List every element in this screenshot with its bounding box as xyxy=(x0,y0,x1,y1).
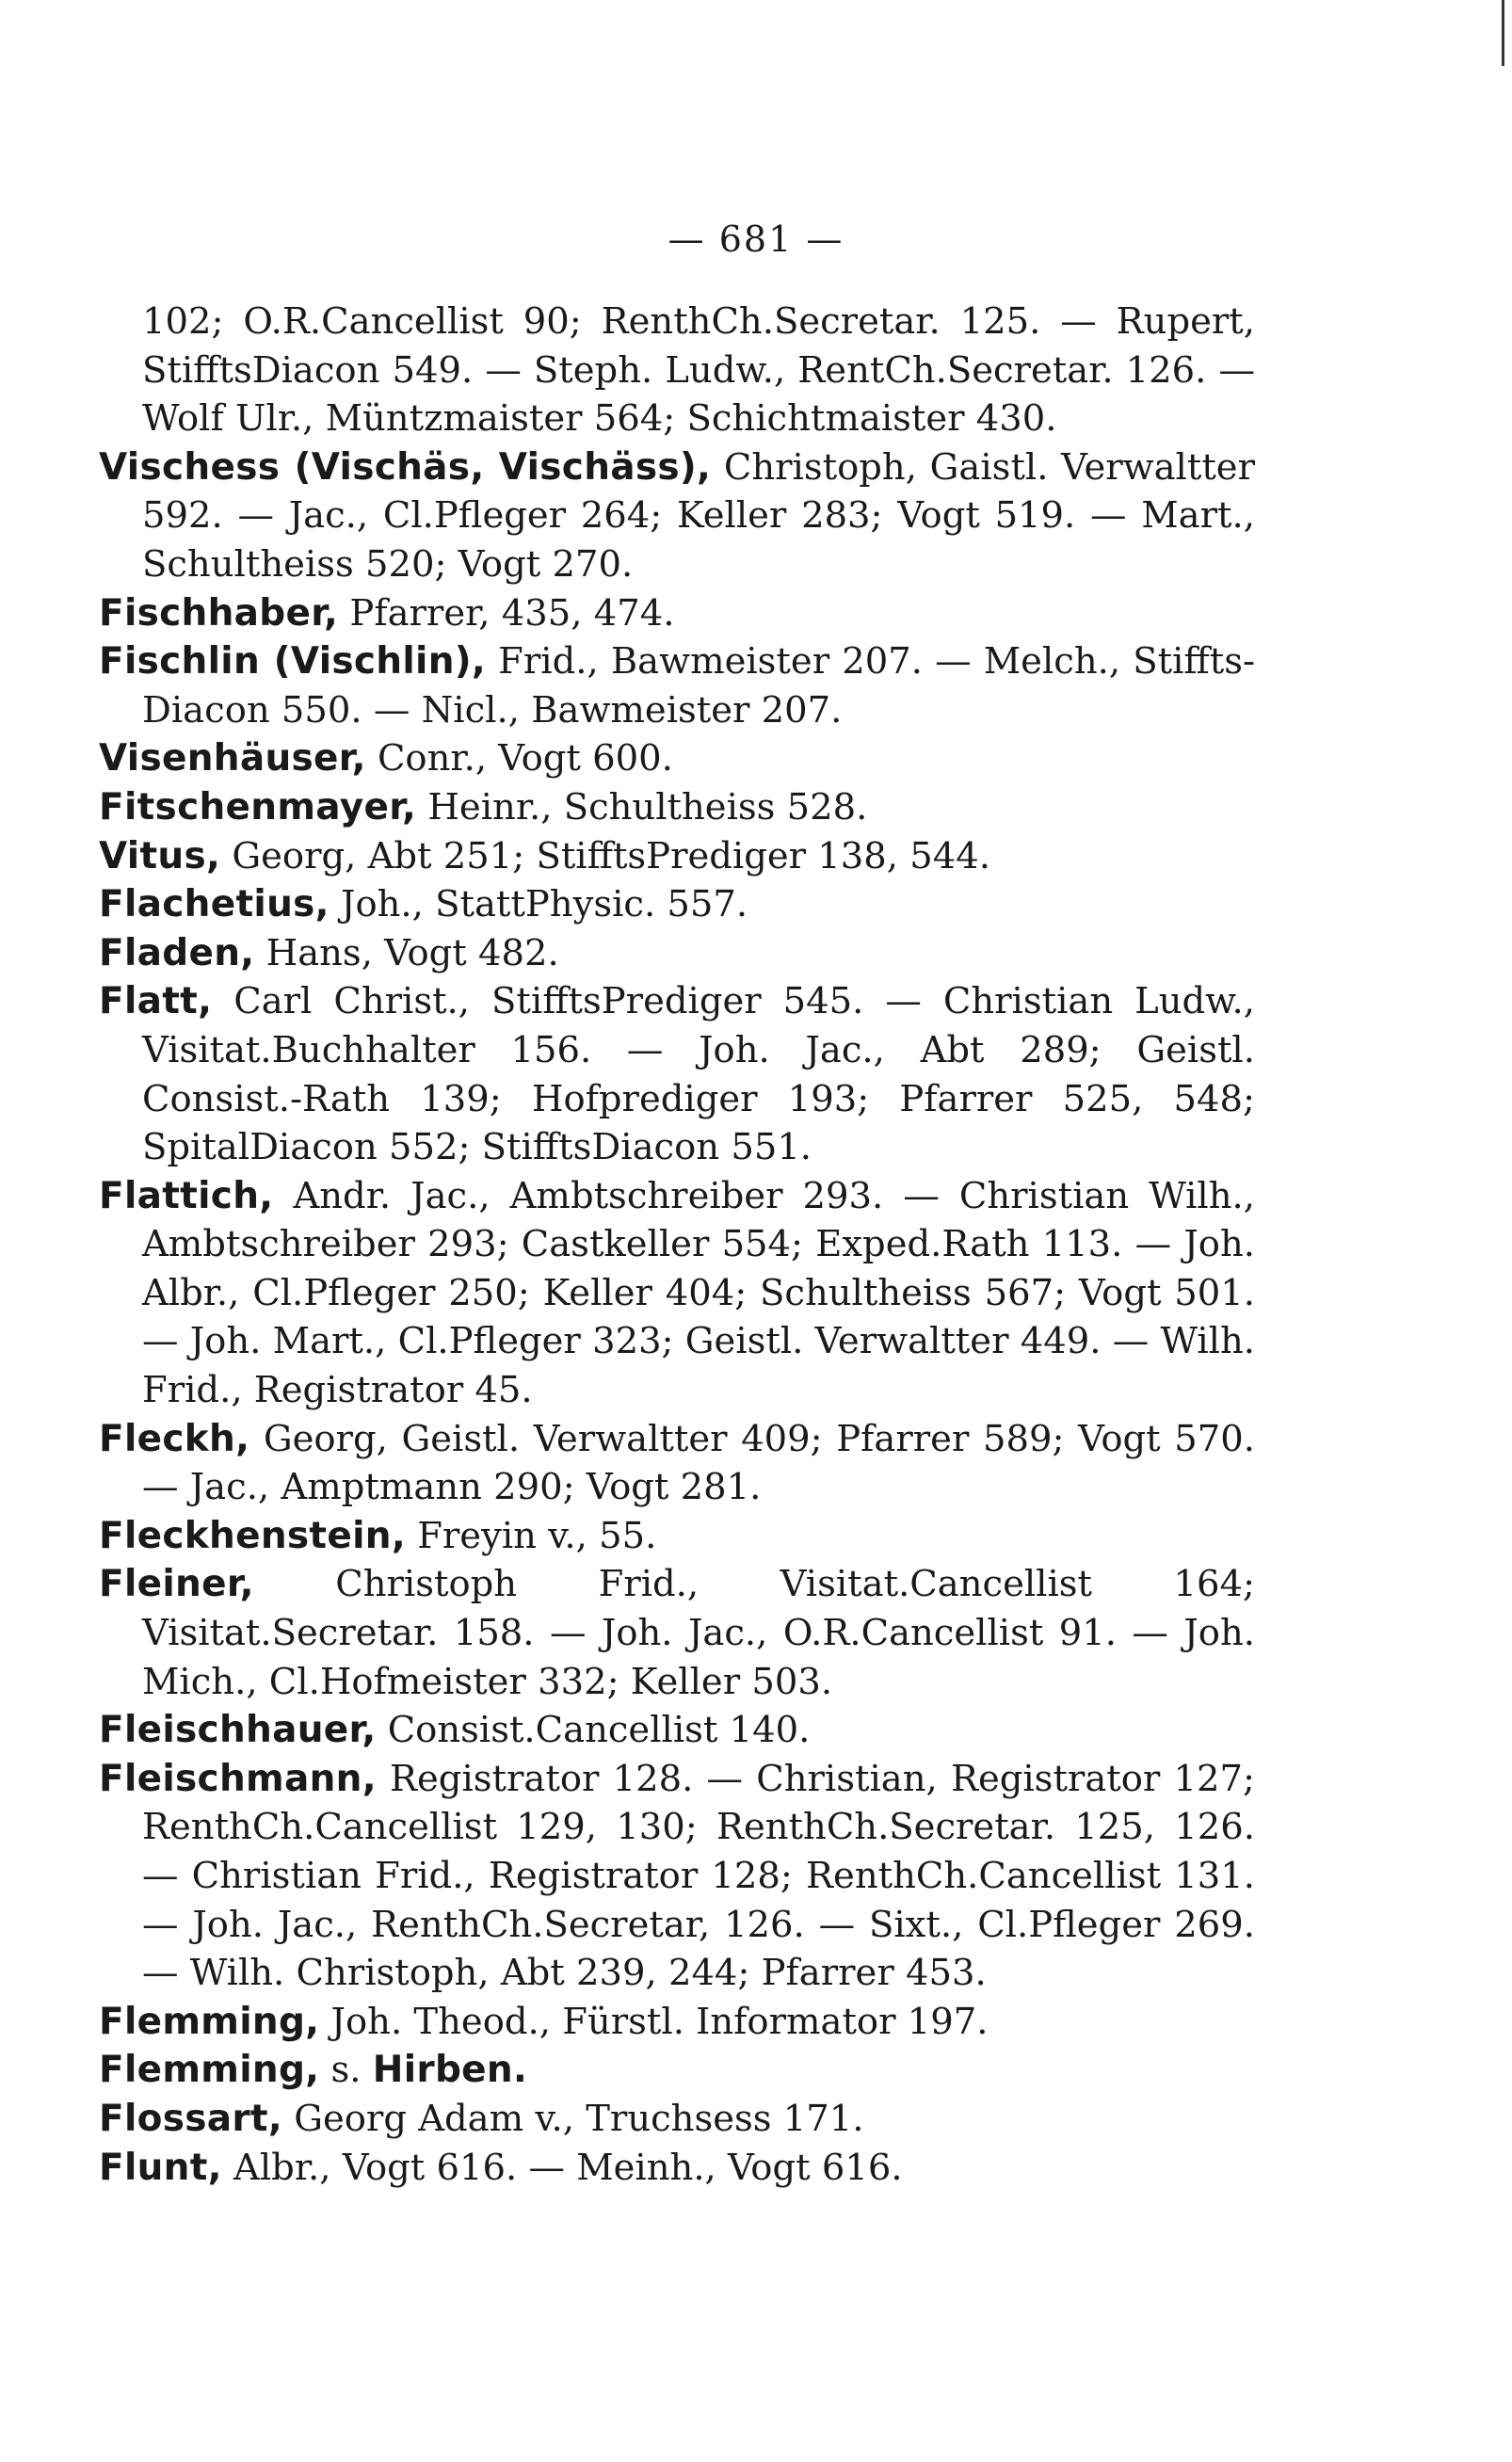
index-entry xyxy=(99,1560,1255,1706)
entry-headword: Fladen, xyxy=(99,931,255,974)
entry-text: Freyin v., 55. xyxy=(405,1514,657,1557)
entry-text: s. xyxy=(319,2049,373,2092)
entry-headword: Flemming, xyxy=(99,2049,320,2092)
entry-headword: Fleiner, xyxy=(99,1563,254,1606)
index-entry xyxy=(99,2046,1255,2095)
entry-headword: Fleckh, xyxy=(99,1417,250,1460)
entry-text: Heinr., Schultheiss 528. xyxy=(416,785,868,829)
index-entry xyxy=(99,1998,1255,2047)
index-entry xyxy=(99,443,1255,589)
index-entries xyxy=(99,298,1255,2192)
entry-text: Hans, Vogt 482. xyxy=(254,931,559,974)
entry-text: Georg, Geistl. Verwaltter 409; Pfarrer 589; Vogt 570. — Jac., Amptmann 290; Vogt 281. xyxy=(142,1417,1255,1509)
entry-headword: Flatt, xyxy=(99,980,213,1023)
entry-headword: Vischess (Vischäs, Vischäss), xyxy=(99,445,712,489)
entry-text: Albr., Vogt 616. — Meinh., Vogt 616. xyxy=(221,2146,903,2189)
entry-text: Christoph Frid., Visitat.Cancellist 164; Visitat.Secretar. 158. — Joh. Jac., O.R.Cancellist 91. — Joh. Mich., Cl.Hofmeister 332; Keller 503. xyxy=(142,1563,1255,1703)
entry-text: Conr., Vogt 600. xyxy=(365,737,673,780)
index-entry xyxy=(99,2095,1255,2144)
entry-text: Joh. Theod., Fürstl. Informator 197. xyxy=(319,2000,989,2043)
entry-headword: Flachetius, xyxy=(99,883,330,926)
entry-text: Frid., Bawmeister 207. — Melch., Stiffts-Diacon 550. — Nicl., Bawmeister 207. xyxy=(142,640,1255,732)
entry-text: Georg Adam v., Truchsess 171. xyxy=(281,2097,864,2140)
entry-headword: Fischhaber, xyxy=(99,591,339,635)
index-entry xyxy=(99,637,1255,734)
entry-text: Georg, Abt 251; StifftsPrediger 138, 544. xyxy=(220,834,990,877)
entry-headword: Fleischmann, xyxy=(99,1757,377,1800)
entry-text: Christoph, Gaistl. Verwaltter 592. — Jac., Cl.Pfleger 264; Keller 283; Vogt 519. — Mart., Schultheiss 520; Vogt 270. xyxy=(142,445,1255,586)
index-entry xyxy=(99,929,1255,978)
index-entry xyxy=(99,1706,1255,1755)
index-entry xyxy=(99,977,1255,1171)
entry-headword: Flattich, xyxy=(99,1174,274,1217)
entry-headword: Fischlin (Vischlin), xyxy=(99,640,487,684)
entry-headword: Fitschenmayer, xyxy=(99,785,417,829)
entry-headword: Vitus, xyxy=(99,834,221,877)
index-entry xyxy=(99,1755,1255,1998)
entry-text: Andr. Jac., Ambtschreiber 293. — Christian Wilh., Ambtschreiber 293; Castkeller 554; Exped.Rath 113. — Joh. Albr., Cl.Pfleger 250; Keller 404; Schultheiss 567; Vogt 501. — Joh. Mart., Cl.Pfleger 323; Geistl. Verwaltter 449. — Wilh. Frid., Registrator 45. xyxy=(142,1174,1255,1412)
page-number: — 681 — xyxy=(668,218,844,260)
entry-text: Joh., StattPhysic. 557. xyxy=(329,883,748,926)
index-entry xyxy=(99,880,1255,929)
entry-cross-reference: Hirben. xyxy=(372,2049,528,2092)
entry-headword: Flossart, xyxy=(99,2097,282,2140)
entry-headword: Flunt, xyxy=(99,2146,222,2189)
entry-text: Carl Christ., StifftsPrediger 545. — Christian Ludw., Visitat.Buchhalter 156. — Joh. Jac., Abt 289; Geistl. Consist.-Rath 139; Hofprediger 193; Pfarrer 525, 548; SpitalDiacon 552; StifftsDiacon 551. xyxy=(142,980,1255,1169)
index-entry xyxy=(99,734,1255,783)
index-entry xyxy=(99,832,1255,881)
entry-text: Pfarrer, 435, 474. xyxy=(338,591,675,635)
continuation-entry: 102; O.R.Cancellist 90; RenthCh.Secretar. 125. — Rupert, StifftsDiacon 549. — Steph. Ludw., RentCh.Secretar. 126. — Wolf Ulr., Müntzmaister 564; Schichtmaister 430. xyxy=(142,300,1255,441)
entry-text: Consist.Cancellist 140. xyxy=(376,1709,811,1752)
entry-text: Registrator 128. — Christian, Registrator 127; RenthCh.Cancellist 129, 130; RenthCh.Secretar. 125, 126. — Christian Frid., Registrator 128; RenthCh.Cancellist 131. — Joh. Jac., RenthCh.Secretar, 126. — Sixt., Cl.Pfleger 269. — Wilh. Christoph, Abt 239, 244; Pfarrer 453. xyxy=(142,1757,1255,1995)
index-entry xyxy=(99,1415,1255,1512)
entry-headword: Visenhäuser, xyxy=(99,737,366,780)
index-entry xyxy=(99,2144,1255,2193)
index-entry xyxy=(99,1512,1255,1561)
entry-headword: Flemming, xyxy=(99,2000,320,2043)
index-entry xyxy=(99,783,1255,832)
index-entry xyxy=(99,1172,1255,1415)
entry-headword: Fleischhauer, xyxy=(99,1709,377,1752)
index-entry xyxy=(99,589,1255,638)
page-edge-mark xyxy=(1502,0,1504,66)
entry-headword: Fleckhenstein, xyxy=(99,1514,406,1557)
